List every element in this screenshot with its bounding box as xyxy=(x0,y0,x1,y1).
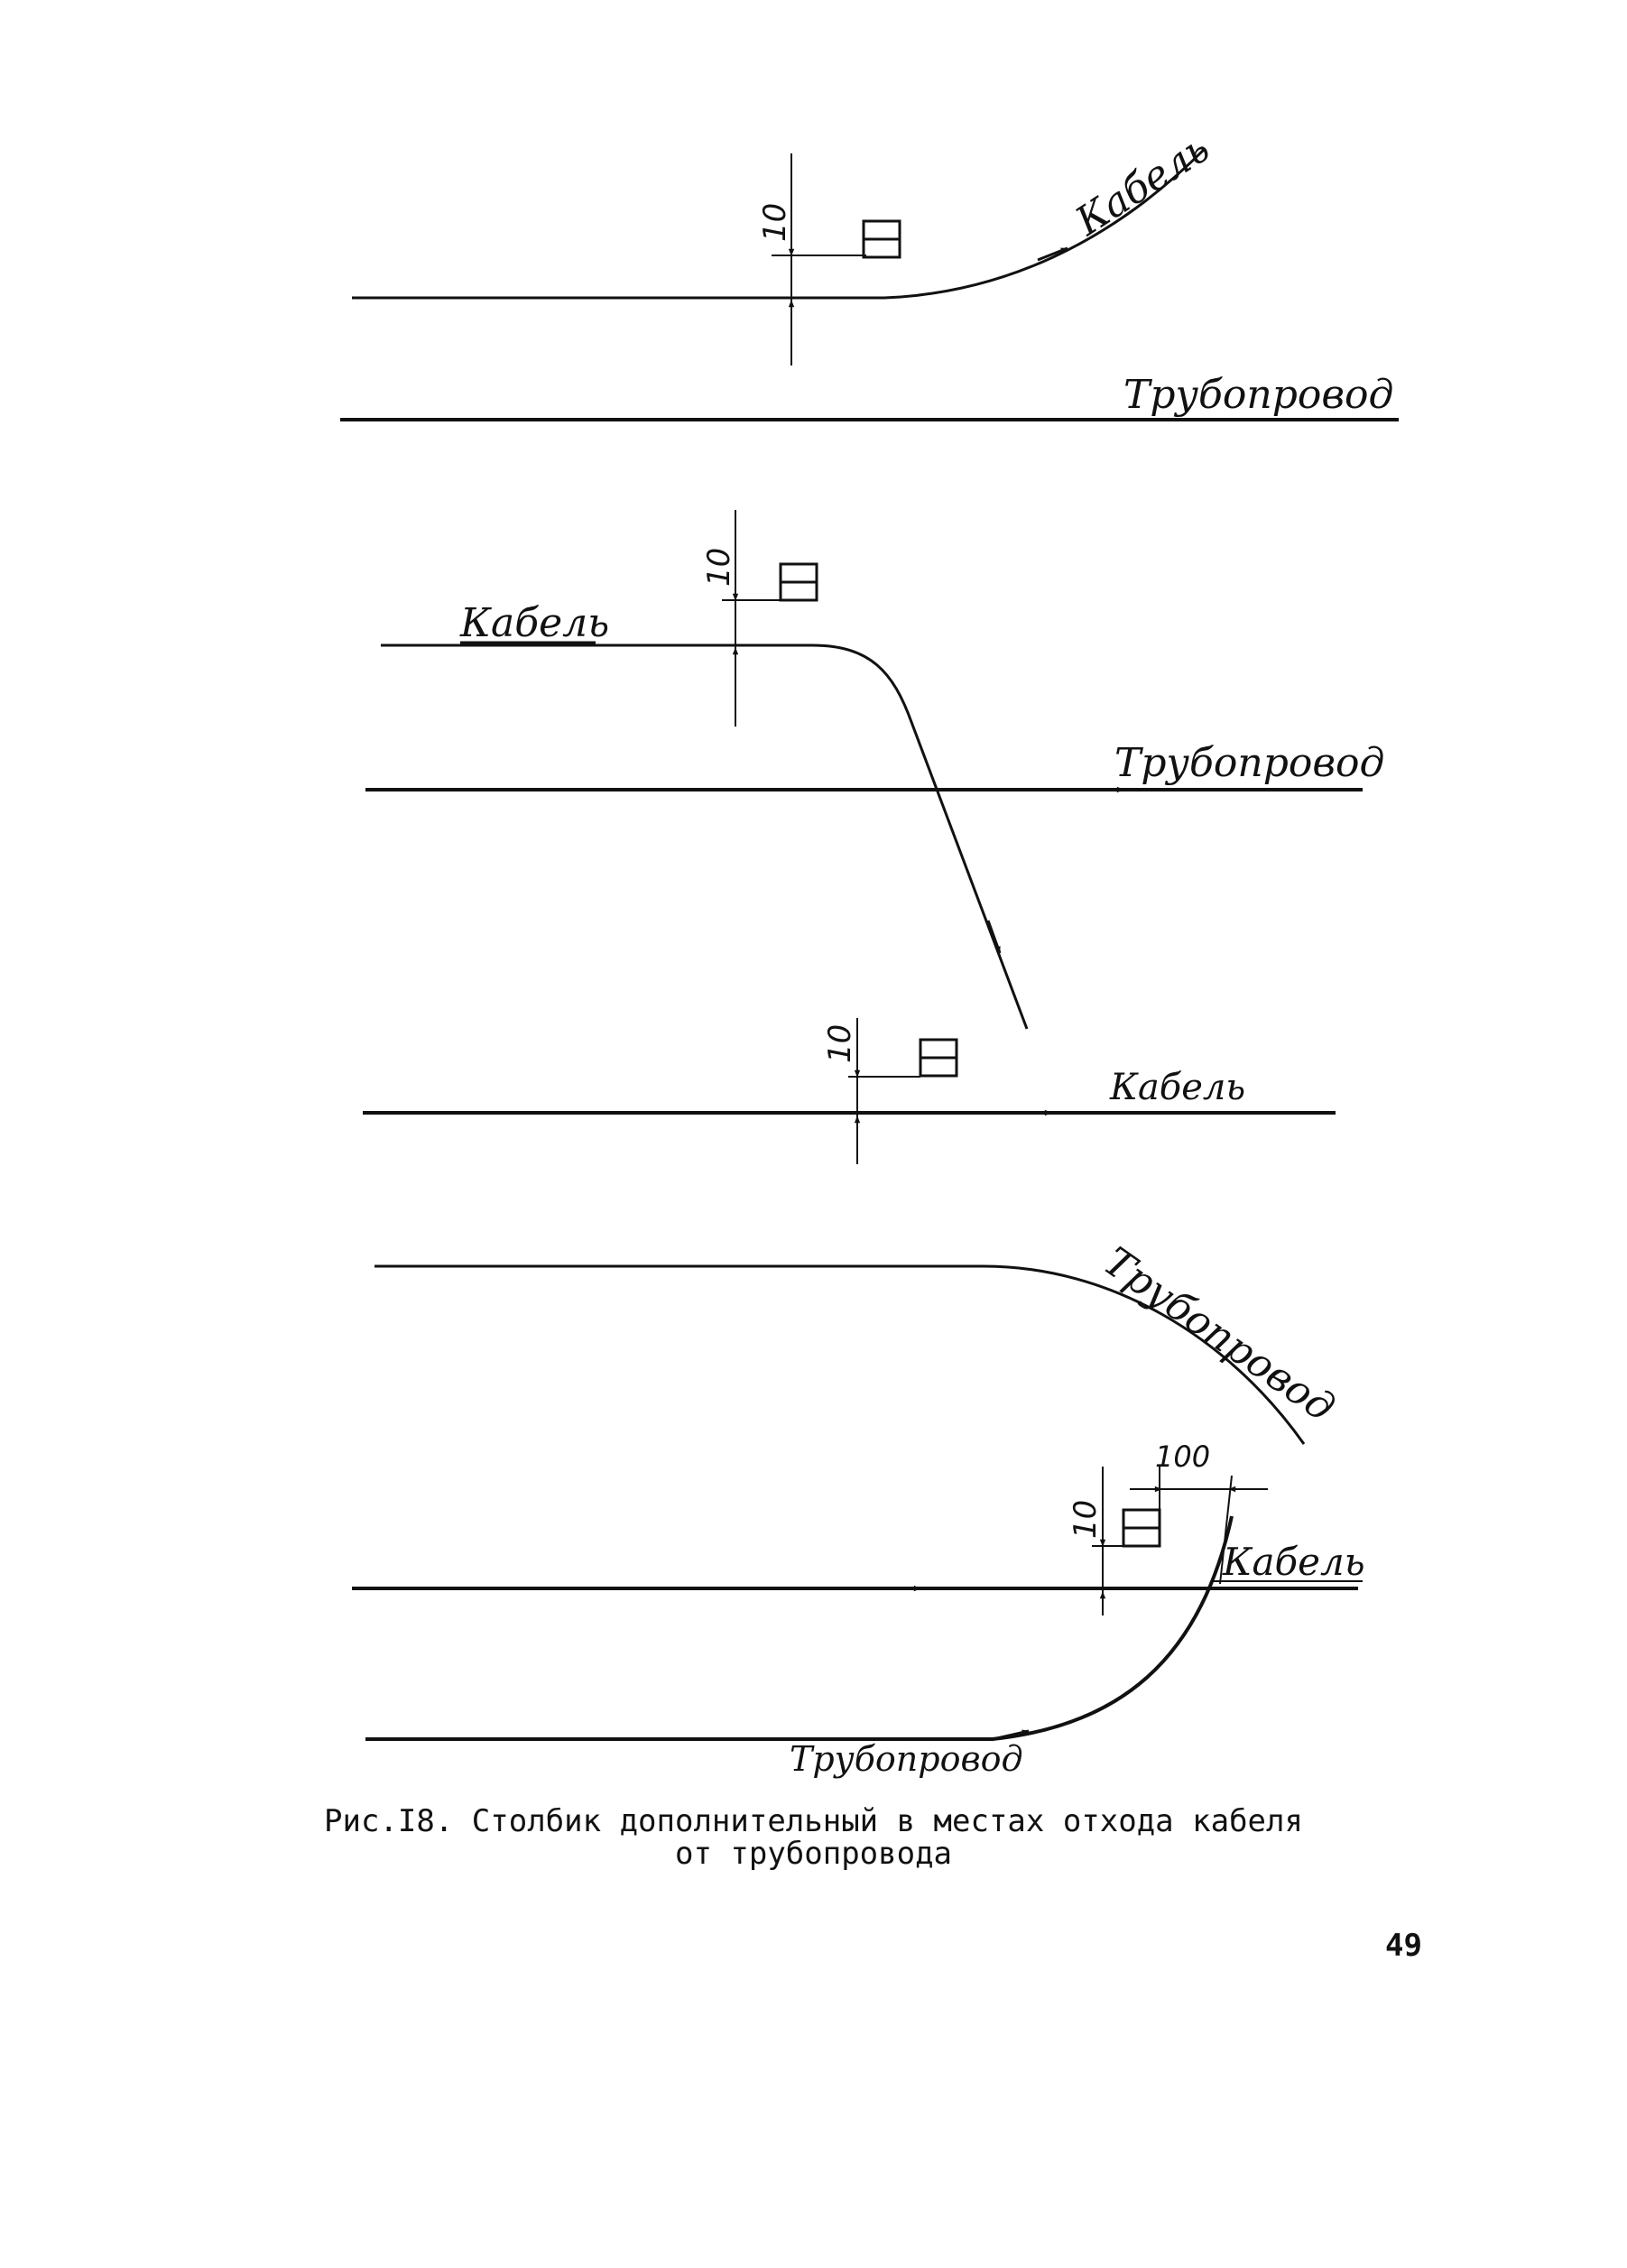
dim-100-label: 100 xyxy=(1155,1439,1211,1474)
cable-arrow-2 xyxy=(988,921,1000,953)
dim-10-label-2b: 10 xyxy=(822,1023,858,1063)
label-pipeline-3: Трубопровод xyxy=(1095,1238,1344,1431)
page-number: 49 xyxy=(1385,1928,1422,1964)
dim-10-label-1: 10 xyxy=(757,202,793,242)
label-pipeline-2: Трубопровод xyxy=(1114,740,1385,786)
figure-caption-line-2: от трубопровода xyxy=(674,1836,953,1872)
label-cable-1: Кабель xyxy=(1068,125,1218,245)
label-pipeline-1: Трубопровод xyxy=(1123,372,1394,418)
dim-10-label-2: 10 xyxy=(701,547,737,587)
label-cable-2b: Кабель xyxy=(1110,1067,1246,1108)
label-cable-2: Кабель xyxy=(460,600,610,646)
label-pipeline-3b: Трубопровод xyxy=(790,1739,1023,1779)
label-cable-3: Кабель xyxy=(1223,1540,1365,1584)
cable-line-2 xyxy=(381,645,1027,1029)
dim-10-label-3: 10 xyxy=(1068,1499,1104,1539)
figure-caption-line-1: Рис.I8. Столбик дополнительный в местах отхода кабеля xyxy=(324,1803,1303,1839)
